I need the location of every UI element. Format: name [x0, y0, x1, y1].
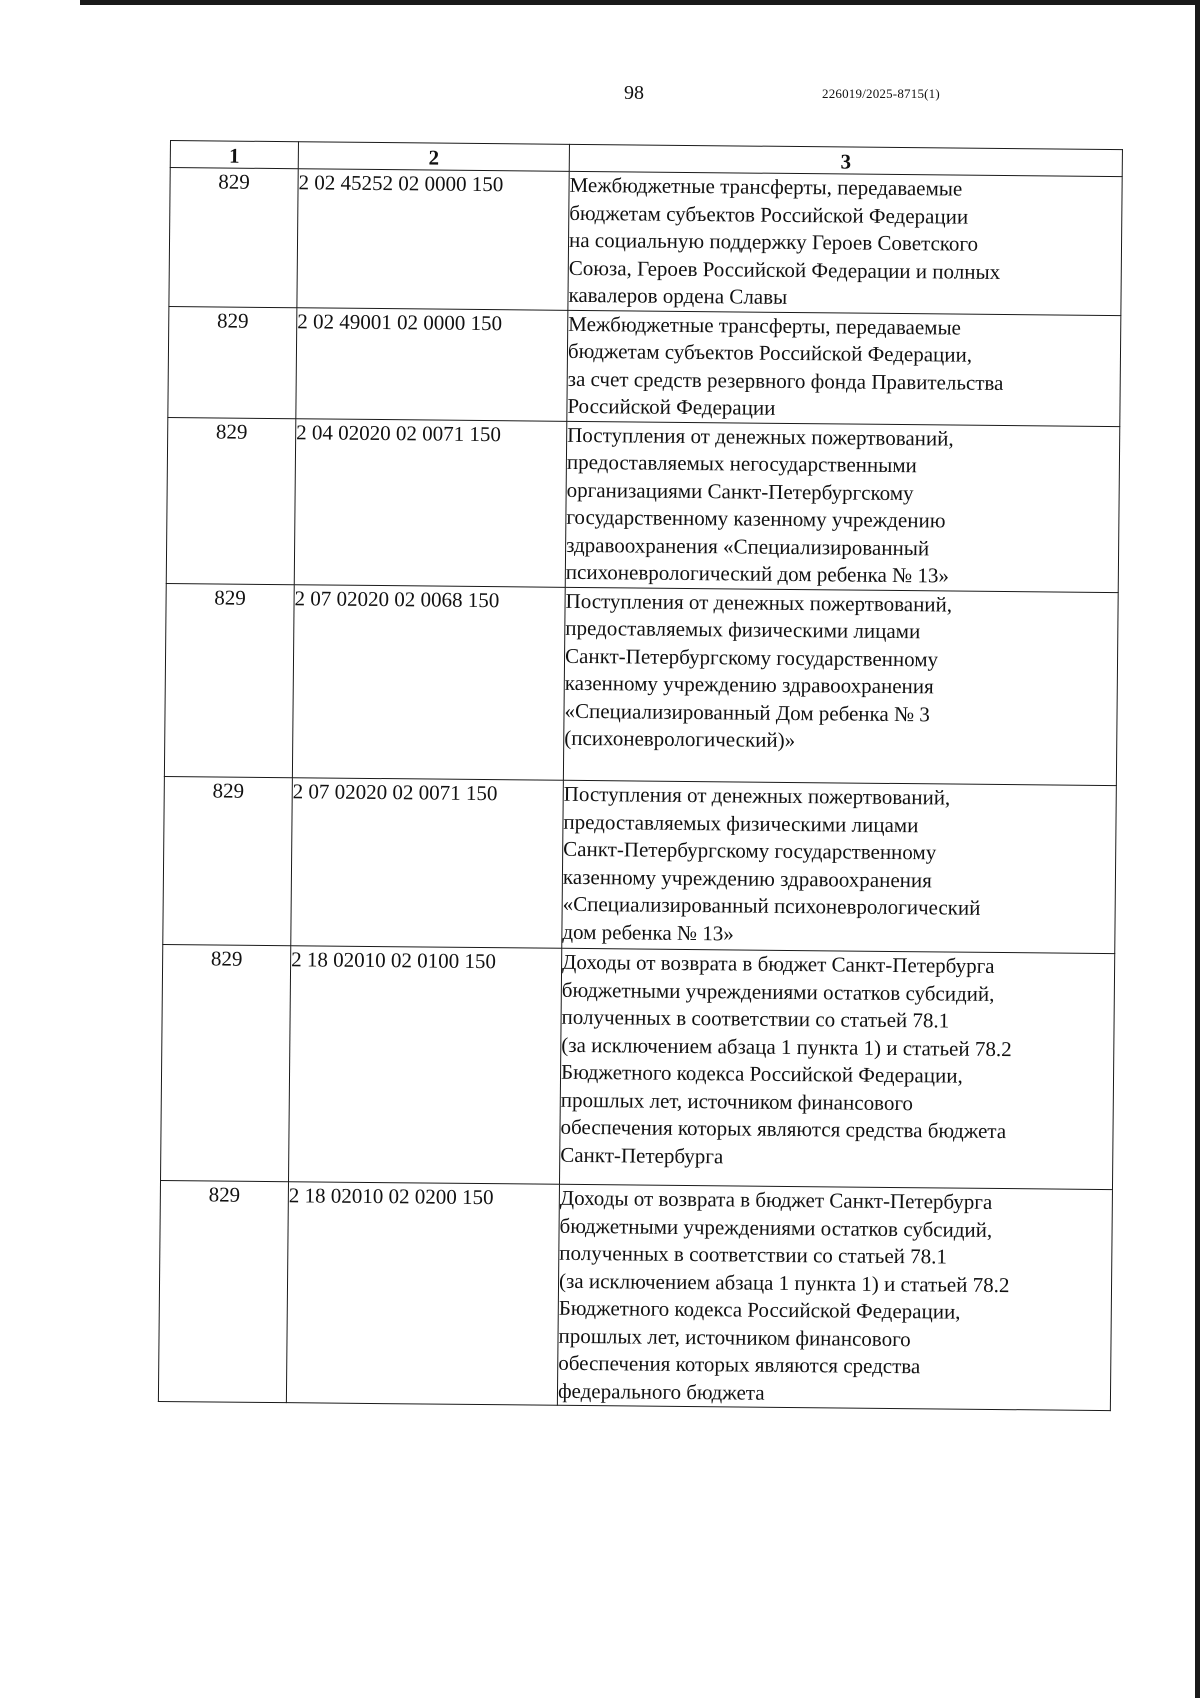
- description-line: бюджетам субъектов Российской Федерации,: [567, 338, 973, 367]
- description-line: казенному учреждению здравоохранения: [564, 670, 934, 699]
- description-line: полученных в соответствии со статьей 78.1: [561, 1004, 950, 1033]
- description-line: Союза, Героев Российской Федерации и полных: [568, 255, 1001, 284]
- description-line: Межбюджетные трансферты, передаваемые: [568, 311, 962, 340]
- description-line: психоневрологический дом ребенка № 13»: [565, 559, 950, 588]
- description-line: казенному учреждению здравоохранения: [562, 864, 932, 892]
- description-line: кавалеров ордена Славы: [568, 282, 788, 309]
- description-line: организациями Санкт-Петербургскому: [566, 477, 914, 505]
- description-line: предоставляемых физическими лицами: [565, 615, 921, 644]
- admin-code-cell: 829: [166, 417, 296, 584]
- description-line: Поступления от денежных пожертвований,: [565, 588, 953, 617]
- description-line: Санкт-Петербурга: [560, 1142, 724, 1168]
- admin-code-cell: 829: [169, 168, 298, 308]
- description-line: бюджетными учреждениями остатков субсидий,: [559, 1213, 993, 1242]
- admin-code-cell: 829: [168, 306, 297, 418]
- description-line: обеспечения которых являются средства бюджета: [560, 1114, 1007, 1144]
- table-row: [166, 417, 1120, 592]
- budget-code-cell: 2 07 02020 02 0068 150: [292, 584, 565, 780]
- page-number: 98: [624, 82, 644, 104]
- description-cell: [565, 421, 1120, 592]
- description-line: (психоневрологический)»: [564, 725, 796, 753]
- description-line: Межбюджетные трансферты, передаваемые: [569, 172, 963, 201]
- description-line: дом ребенка № 13»: [562, 919, 734, 945]
- table-row: [164, 583, 1118, 786]
- description-line: прошлых лет, источником финансового: [558, 1323, 911, 1351]
- description-line: Российской Федерации: [567, 393, 776, 420]
- description-cell: [567, 310, 1121, 426]
- admin-code-cell: 829: [164, 583, 294, 778]
- table-row: [163, 776, 1117, 953]
- column-header-2: 2: [298, 142, 569, 172]
- budget-code-cell: 2 02 49001 02 0000 150: [296, 307, 568, 421]
- scan-edge-right: [1195, 0, 1200, 1698]
- description-line: федерального бюджета: [557, 1378, 765, 1405]
- budget-code-cell: 2 07 02020 02 0071 150: [291, 778, 564, 949]
- description-line: Санкт-Петербургскому государственному: [563, 836, 937, 865]
- description-line: «Специализированный психоневрологический: [562, 891, 981, 920]
- admin-code-cell: 829: [158, 1180, 288, 1402]
- description-cell: [563, 587, 1118, 786]
- description-line: государственному казенному учреждению: [566, 504, 946, 533]
- description-line: Доходы от возврата в бюджет Санкт-Петербурга: [562, 949, 995, 978]
- table-container: [158, 140, 1122, 1411]
- admin-code-cell: 829: [161, 944, 291, 1181]
- budget-code-cell: 2 18 02010 02 0200 150: [286, 1182, 559, 1406]
- description-line: прошлых лет, источником финансового: [560, 1087, 914, 1115]
- description-cell: [559, 948, 1114, 1189]
- description-line: предоставляемых физическими лицами: [563, 809, 919, 837]
- description-line: на социальную поддержку Героев Советского: [568, 227, 979, 256]
- budget-classification-table: [158, 140, 1123, 1411]
- table-row: [158, 1180, 1112, 1410]
- description-line: Доходы от возврата в бюджет Санкт-Петербурга: [559, 1185, 993, 1214]
- description-line: Поступления от денежных пожертвований,: [563, 781, 951, 810]
- description-line: (за исключением абзаца 1 пункта 1) и статьей 78.2: [561, 1032, 1012, 1061]
- table-row: [161, 944, 1115, 1189]
- column-header-1: 1: [170, 141, 298, 169]
- budget-code-cell: 2 18 02010 02 0100 150: [289, 946, 562, 1185]
- description-line: бюджетными учреждениями остатков субсидий,: [561, 977, 995, 1006]
- column-header-3: 3: [569, 144, 1122, 176]
- admin-code-cell: 829: [163, 776, 293, 945]
- scan-edge-top: [80, 0, 1200, 5]
- budget-code-cell: 2 02 45252 02 0000 150: [297, 169, 569, 310]
- description-line: Поступления от денежных пожертвований,: [567, 422, 954, 451]
- description-cell: [562, 780, 1117, 953]
- description-line: (за исключением абзаца 1 пункта 1) и статьей 78.2: [558, 1268, 1010, 1297]
- budget-code-cell: 2 04 02020 02 0071 150: [294, 418, 567, 587]
- description-line: предоставляемых негосударственными: [566, 449, 917, 478]
- document-id: 226019/2025-8715(1): [822, 86, 940, 101]
- table-row: [169, 168, 1122, 316]
- description-line: обеспечения которых являются средства: [558, 1350, 921, 1379]
- description-line: «Специализированный Дом ребенка № 3: [564, 698, 930, 726]
- description-line: здравоохранения «Специализированный: [566, 532, 930, 560]
- table-row: [168, 306, 1121, 426]
- description-line: за счет средств резервного фонда Правительства: [567, 366, 1004, 395]
- description-line: Бюджетного кодекса Российской Федерации,: [558, 1295, 961, 1324]
- table-body: [158, 168, 1122, 1411]
- description-line: Бюджетного кодекса Российской Федерации,: [560, 1059, 963, 1088]
- description-line: Санкт-Петербургскому государственному: [564, 643, 939, 671]
- description-line: полученных в соответствии со статьей 78.1: [559, 1240, 948, 1269]
- description-cell: [568, 171, 1122, 315]
- description-line: бюджетам субъектов Российской Федерации: [569, 200, 969, 229]
- description-cell: [557, 1184, 1112, 1410]
